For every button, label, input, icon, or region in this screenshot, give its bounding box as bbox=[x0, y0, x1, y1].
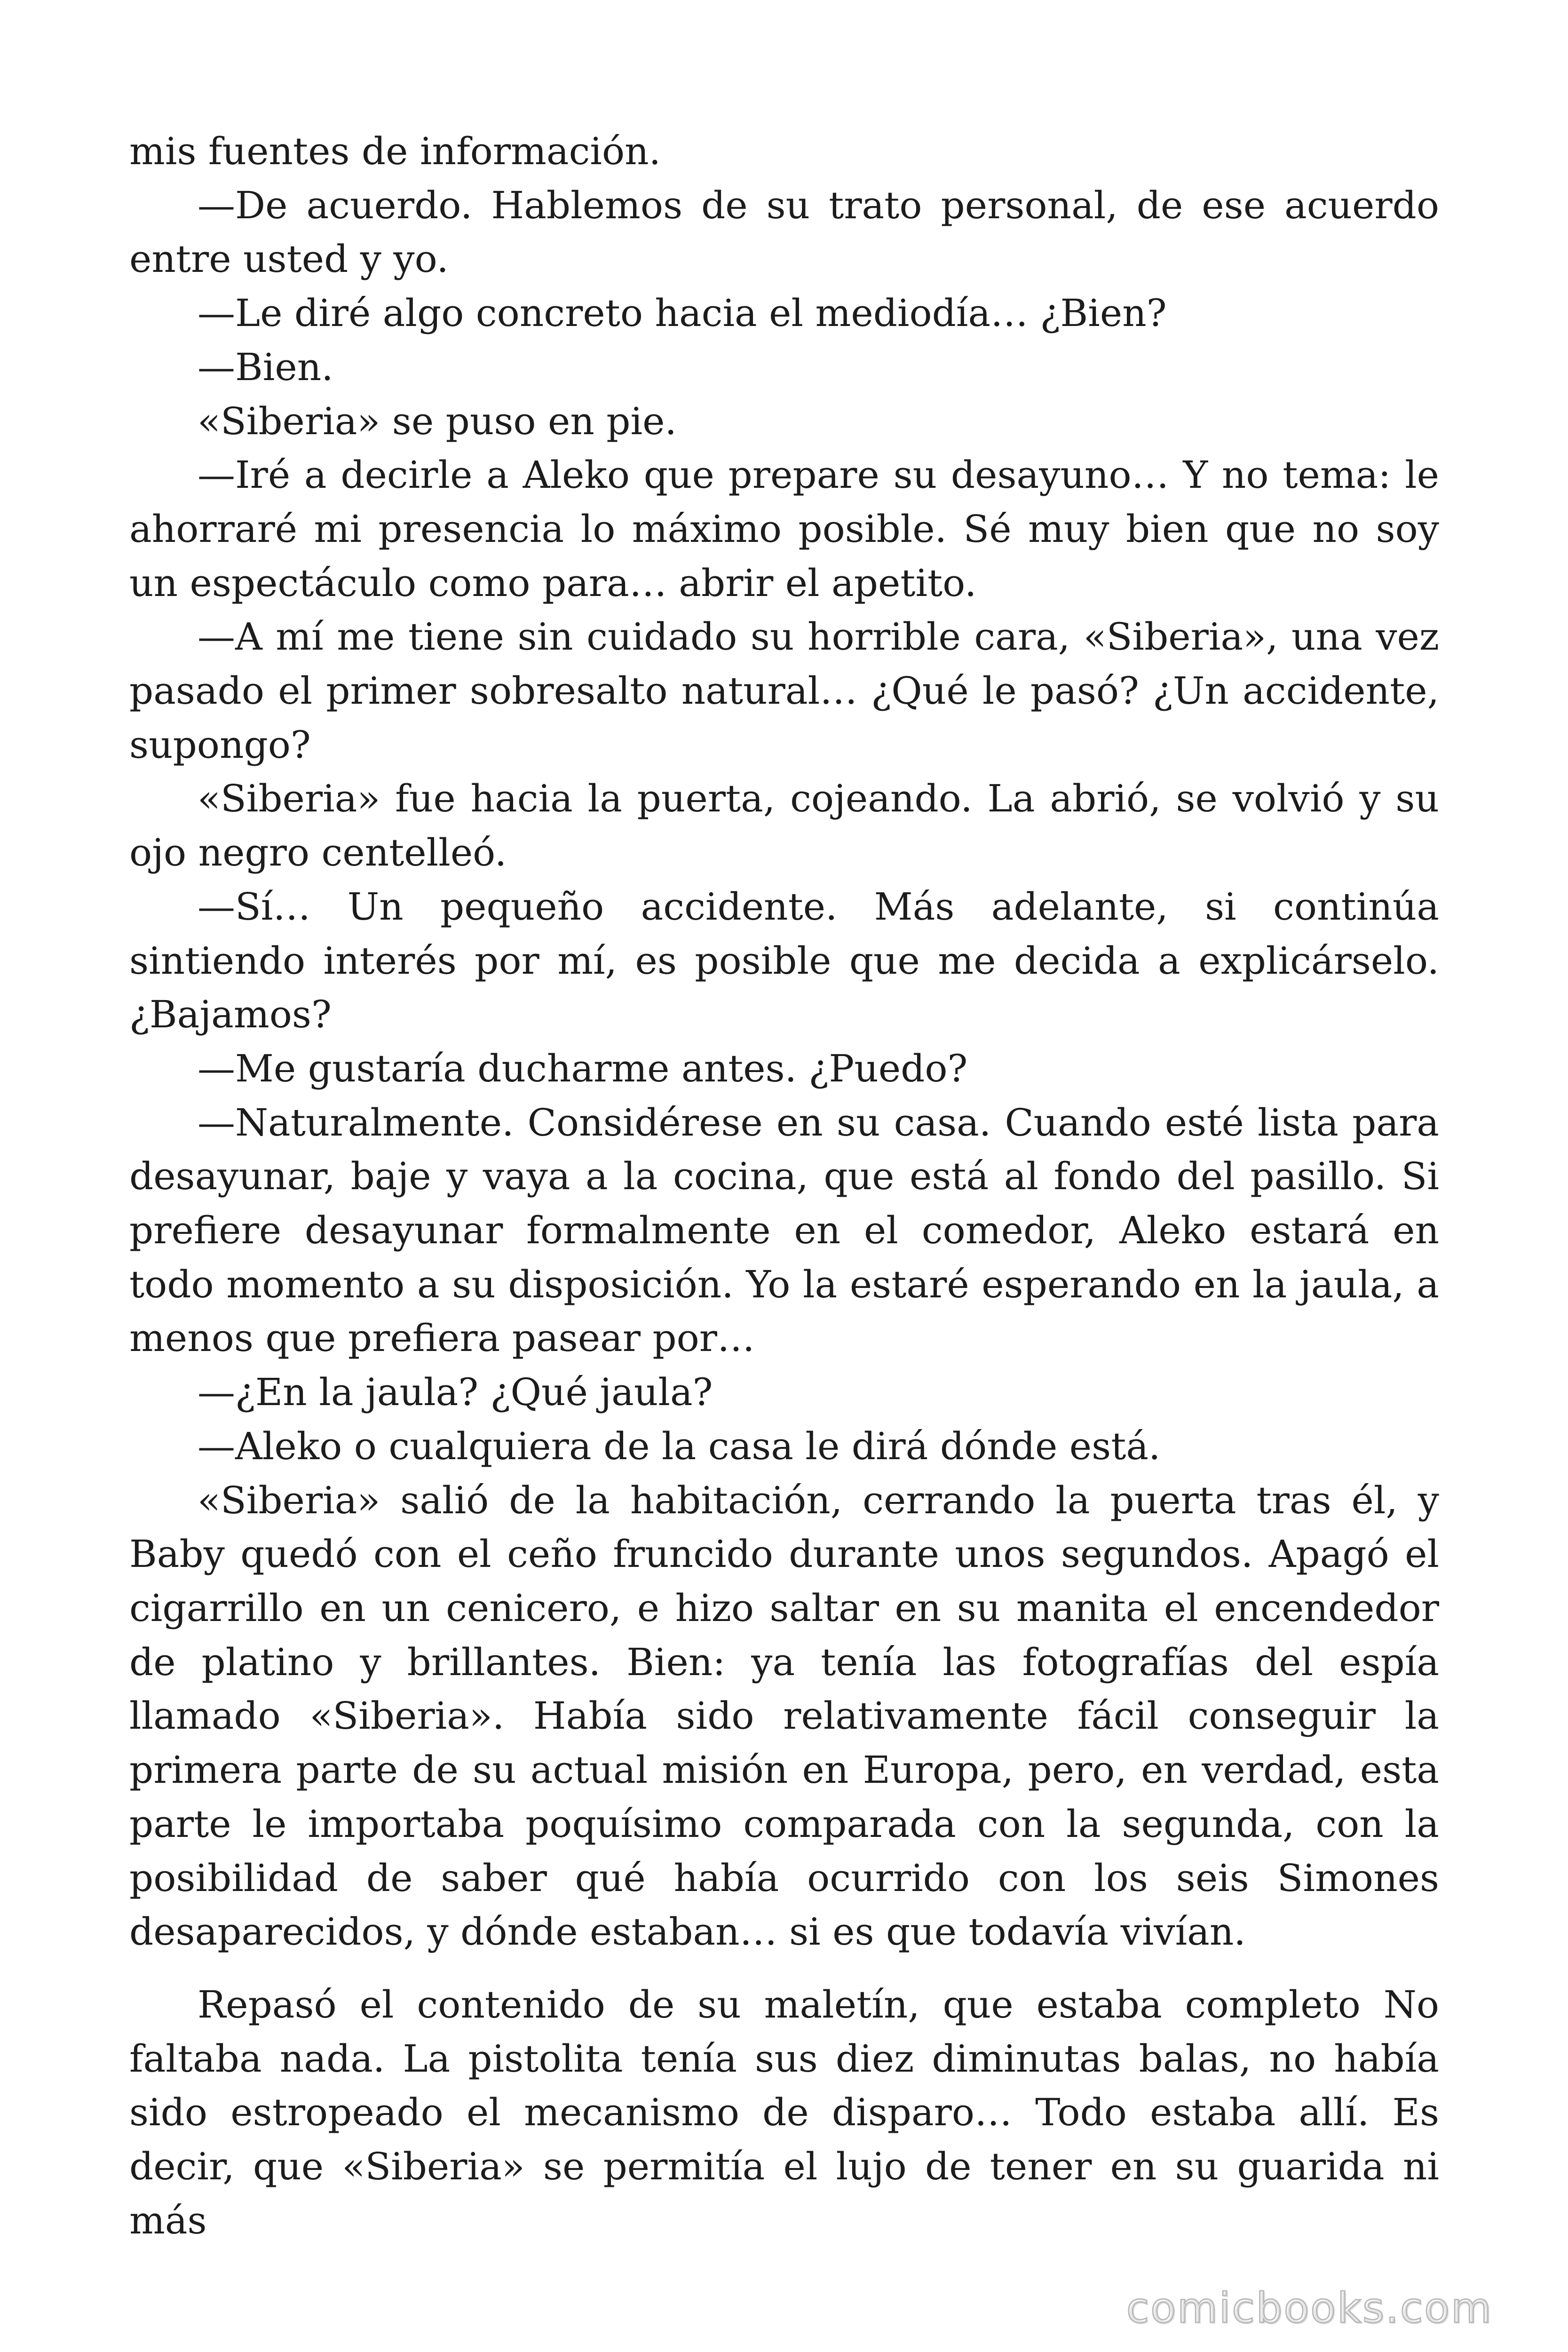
paragraph: —Aleko o cualquiera de la casa le dirá dónde está. bbox=[198, 1424, 1161, 1468]
paragraph: —Sí… Un pequeño accidente. Más adelante, si continúa sintiendo interés por mí, es posible que me decida a explicárselo. ¿Bajamos? bbox=[129, 884, 1439, 1037]
paragraph: —De acuerdo. Hablemos de su trato personal, de ese acuerdo entre usted y yo. bbox=[129, 183, 1439, 281]
paragraph: —Naturalmente. Considérese en su casa. Cuando esté lista para desayunar, baje y vaya a la cocina, que está al fondo del pasillo. Si prefiere desayunar formalmente en el comedor, Aleko estará en todo momento a su disposición. Yo la estaré esperando en la jaula, a menos que prefiera pasear por… bbox=[129, 1100, 1439, 1360]
paragraph: «Siberia» fue hacia la puerta, cojeando. La abrió, se volvió y su ojo negro centelleó. bbox=[129, 777, 1439, 875]
paragraph: «Siberia» se puso en pie. bbox=[198, 399, 677, 443]
paragraph: —Bien. bbox=[198, 345, 333, 389]
paragraph: Repasó el contenido de su maletín, que estaba completo No faltaba nada. La pistolita tenía sus diez diminutas balas, no había sido estropeado el mecanismo de disparo… Todo estaba allí. Es decir, que «Siberia» se permitía el lujo de tener en su guarida ni más bbox=[129, 1982, 1439, 2242]
watermark: comicbooks.com bbox=[1126, 2284, 1493, 2332]
paragraph: «Siberia» salió de la habitación, cerrando la puerta tras él, y Baby quedó con el ceño fruncido durante unos segundos. Apagó el cigarrillo en un cenicero, e hizo saltar en su manita el encendedor de platino y brillantes. Bien: ya tenía las fotografías del espía llamado «Siberia». Había sido relativamente fácil conseguir la primera parte de su actual misión en Europa, pero, en verdad, esta parte le importaba poquísimo comparada con la segunda, con la posibilidad de saber qué había ocurrido con los seis Simones desaparecidos, y dónde estaban… si es que todavía vivían. bbox=[129, 1478, 1439, 1954]
paragraph: —¿En la jaula? ¿Qué jaula? bbox=[198, 1370, 713, 1414]
paragraph: —Le diré algo concreto hacia el mediodía… ¿Bien? bbox=[198, 291, 1167, 335]
paragraph: mis fuentes de información. bbox=[129, 129, 661, 173]
paragraph: —Iré a decirle a Aleko que prepare su desayuno… Y no tema: le ahorraré mi presencia lo máximo posible. Sé muy bien que no soy un espectáculo como para… abrir el apetito. bbox=[129, 453, 1439, 605]
paragraph: —A mí me tiene sin cuidado su horrible cara, «Siberia», una vez pasado el primer sobresalto natural… ¿Qué le pasó? ¿Un accidente, supongo? bbox=[129, 615, 1439, 767]
page-text bbox=[129, 125, 1439, 2248]
paragraph: —Me gustaría ducharme antes. ¿Puedo? bbox=[198, 1046, 968, 1090]
